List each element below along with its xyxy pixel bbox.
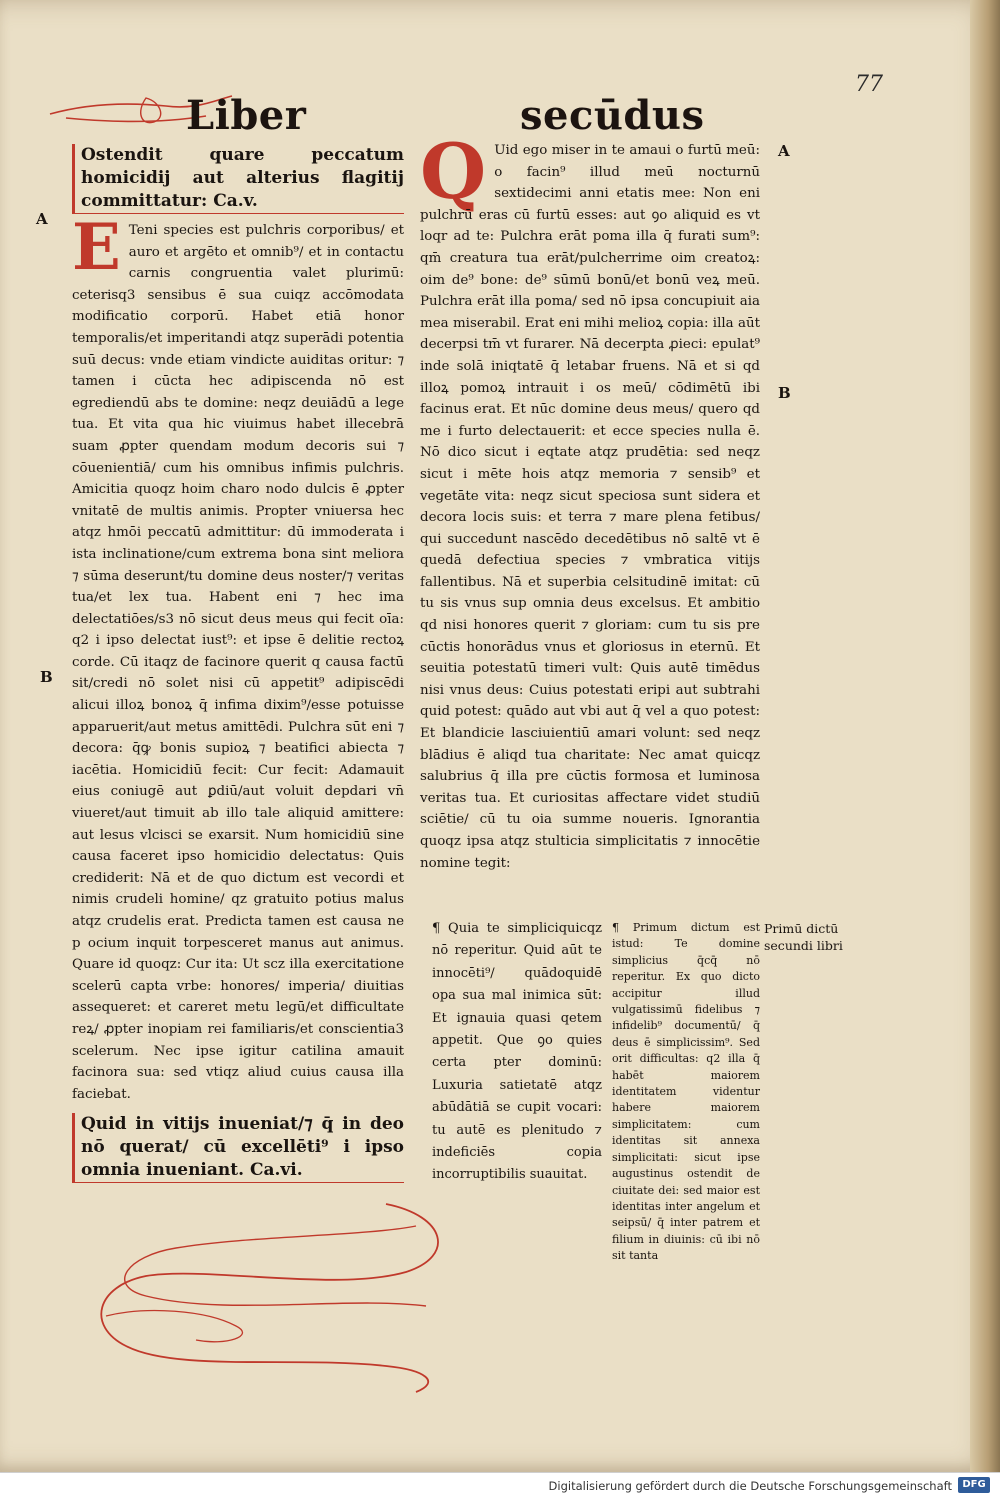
- dfg-logo: DFG: [958, 1477, 990, 1493]
- left-column: [72, 144, 404, 1183]
- marker-a-right: A: [778, 142, 790, 160]
- right-column: [420, 127, 760, 874]
- side-note: Primū dictū secundi libri: [764, 921, 843, 953]
- drop-initial-q: Q: [420, 127, 487, 216]
- chapter-number: Ca.v.: [213, 191, 258, 211]
- page-edge: [970, 0, 1000, 1472]
- header-liber: Liber: [186, 92, 307, 139]
- marker-a-left: A: [36, 210, 48, 228]
- paragraph: E Teni species est pulchris corporibus/ et auro et argēto et omnib⁹/ et in contactu carnis congruentia valet plurimū: ceterisq3 sensibus ē sua cuiqz accōmodata modificatio corporū. Habet etiā honor temporalis/et imperitandi atqz superādi potentia suū decus: vnde etiam vindicte auiditas oritur: ⁊ tamen i cūcta hec adipiscenda nō est egrediendū abs te domine: neqz deuiādū a lege tua. Et vita qua hic viuimus habet illecebrā suam ꝓpter quendam modum decoris sui ⁊ cōuenientiā/ cum his omnibus infimis pulchris. Amicitia quoqz hoim charo nodo dulcis ē ꝓpter vnitatē de multis animis. Propter vniuersa hec atqz hmōi peccatū admittitur: dū immoderata i ista inclinatione/cum extrema bona sint meliora ⁊ sūma deserunt/tu domine deus noster/⁊ veritas tua/et lex tua. Habent eni ⁊ hec ima delectatiōes/s3 nō sicut deus meus qui fecit oīa: q2 i ipso delectat iust⁹: et ipse ē delitie rectoꝝ corde. Cū itaqz de facinore querit q causa factū sit/credi nō solet nisi cū appetit⁹ adipiscēdi alicui illoꝝ bonoꝝ q̄ infima dixim⁹/esse potuisse apparuerit/aut metus amittēdi. Pulchra sūt eni ⁊ decora: q̄ꝙ bonis supioꝝ ⁊ beatifici abiecta ⁊ iacētia. Homicidiū fecit: Cur fecit: Adamauit eius coniugē aut ꝑdiū/aut voluit depdari vn̄ viueret/aut timuit ab illo tale aliquid amittere: aut lesus vlcisci se exarsit. Num homicidiū sine causa faceret ipso homicidio delectatus: Quis crediderit: Nā et de quo dictum est vecordi et nimis crudeli homine/ qz gratuito potius malus atqz crudelis erat. Predicta tamen est causa ne p ocium inquit torpesceret manus aut animus. Quare id quoqz: Cur ita: Ut scz illa exercitatione scelerū capta vrbe: honores/ imperia/ diuitias assequeret: et careret metu legū/et difficultate reꝝ/ ꝓpter inopiam rei familiaris/et conscientia3 scelerum. Nec ipse igitur catilina amauit facinora sua: sed vtiqz aliud cuius causa illa faciebat.: [72, 210, 404, 1102]
- marker-b-left: B: [40, 668, 53, 686]
- commentary-gloss: ¶ Primum dictum est istud: Te domine simplicius q̄cq̄ nō reperitur. Ex quo dicto accipitur illud vulgatissimū fidelibus ⁊ infidelib⁹ documentū/ q̄ deus ē simplicissim⁹. Sed orit difficultas: q2 illa q̄ habēt maiorem identitatem videntur habere maiorem simplicitatem: cum identitas sit annexa simplicitati: sicut ipse augustinus ostendit de ciuitate dei: sed maior est identitas inter angelum et seipsū/ q̄ inter patrem et filium in diuinis: cū ibi nō sit tanta: [612, 921, 760, 1263]
- red-flourish-bottom: [86, 1196, 466, 1406]
- header-secundus: secūdus: [520, 92, 705, 139]
- drop-initial-e: E: [72, 210, 121, 285]
- paragraph: Q Uid ego miser in te amaui o furtū meū: o facin⁹ illud meū nocturnū sextidecimi anni etatis mee: Non eni pulchrū eras cū furtū esses: aut ꝯo aliquid es vt loqr ad te: Pulchra erāt poma illa q̄ furati sum⁹: qm̄ creatura tua erāt/pulcherrime oim creatoꝝ: oim de⁹ bone: de⁹ sūmū bonū/et bonū veꝝ meū. Pulchra erāt illa poma/ sed nō ipsa concupiuit aia mea miserabil. Erat eni mihi melioꝝ copia: illa aūt decerpsi tm̄ vt furarer. Nā decerpta ꝓieci: epulat⁹ inde solā iniqtatē q̄ letabar fruens. Nā et si qd illoꝝ pomoꝝ intrauit i os meū/ cōdimētū ibi facinus erat. Et nūc domine deus meus/ quero qd me i furto delectauerit: et ecce species nulla ē. Nō dico sicut i eqtate atqz prudētia: sed neqz sicut i mēte hois atqz memoria ⁊ sensib⁹ et vegetāte vita: neqz sicut speciosa sunt sidera et decora locis suis: et terra ⁊ mare plena fetibus/ qui succedunt nascēdo decedētibus nō saltē vt ē quedā defectiua species ⁊ vmbratica vitijs fallentibus. Nā et superbia celsitudinē imitat: cū tu sis vnus sup omnia deus excelsus. Et ambitio qd nisi honores querit ⁊ gloriam: cum tu sis pre cūctis honorādus vnus et gloriosus in eternū. Et seuitia potestatū timeri vult: Quis autē timēdus nisi vnus deus: Cuius potestati eripi aut subtrahi quid potest: quādo aut vbi aut q̄ vel a quo potest: Et blandicie lasciuientiū amari volunt: sed neqz blādius ē aliqd tua charitate: Nec amat quicqz salubrius q̄ illa pre cūctis formosa et luminosa veritas tua. Et curiositas affectare videt studiū sciētie/ cū tu oia summe noueris. Ignorantia quoqz ipsa atqz stulticia simplicitatis ⁊ innocētie nomine tegit:: [420, 127, 760, 871]
- footer-bar: [0, 1472, 1000, 1499]
- marker-b-right: B: [778, 384, 791, 402]
- next-chapter-number: Ca.vi.: [249, 1160, 303, 1181]
- folio-number: 77: [855, 72, 883, 97]
- chapter-heading: Ostendit quare peccatum homicidij aut alterius flagitij committatur: Ca.v.: [72, 144, 404, 214]
- narrow-paragraph: ¶ Quia te simpliciquicqz nō reperitur. Quid aūt te innocēti⁹/ quādoquidē opa sua mal inimica sūt: Et ignauia quasi qetem appetit. Que ꝯo quies certa pter dominū: Luxuria satietatē atqz abūdātiā se cupit vocari: tu autē es plenitudo ⁊ indeficiēs copia incorruptibilis suauitat.: [432, 921, 602, 1183]
- next-chapter-heading: Quid in vitijs inueniat/⁊ q̄ in deo nō querat/ cū excellēti⁹ i ipso omnia inueniant. Ca.vi.: [72, 1113, 404, 1183]
- footer-credit: Digitalisierung gefördert durch die Deutsche Forschungsgemeinschaft: [548, 1479, 952, 1493]
